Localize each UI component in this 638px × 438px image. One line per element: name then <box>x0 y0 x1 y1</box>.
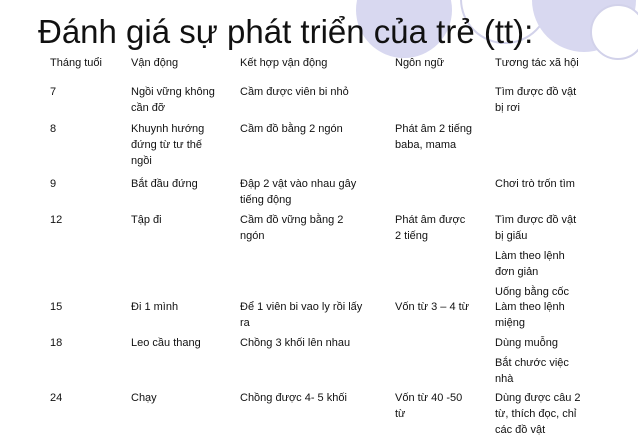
motor-text-line: Tập đi <box>131 214 162 226</box>
coordination-text-line: ngón <box>240 230 265 242</box>
coordination-text-line: Cầm đồ bằng 2 ngón <box>240 123 343 135</box>
cell-age: 9 <box>50 178 57 190</box>
motor-text-line: Leo cầu thang <box>131 337 201 349</box>
coordination-text-line: ra <box>240 317 250 329</box>
motor-text-line: Bắt đầu đứng <box>131 178 198 190</box>
cell-age: 24 <box>50 392 63 404</box>
cell-coordination <box>240 335 390 351</box>
header-motor: Vận động <box>131 57 179 69</box>
cell-motor <box>131 121 231 169</box>
cell-social <box>495 299 605 331</box>
cell-age: 15 <box>50 301 63 313</box>
header-age: Tháng tuổi <box>50 57 102 69</box>
cell-age: 8 <box>50 123 57 135</box>
social-text-line: Làm theo lệnh <box>495 250 565 262</box>
social-text-line: miệng <box>495 317 525 329</box>
header-coordination: Kết hợp vận động <box>240 57 328 69</box>
cell-motor <box>131 176 231 192</box>
social-text-line: đơn giản <box>495 266 539 278</box>
language-text-line: Vốn từ 40 -50 <box>395 392 463 404</box>
social-text-line: Dùng được câu 2 <box>495 392 581 404</box>
header-language: Ngôn ngữ <box>395 57 444 69</box>
social-text-line: Chơi trò trốn tìm <box>495 178 575 190</box>
social-text-line: bị rơi <box>495 102 520 114</box>
cell-age: 7 <box>50 86 57 98</box>
slide-title: Đánh giá sự phát triển của trẻ (tt): <box>38 13 534 50</box>
cell-coordination <box>240 84 390 100</box>
social-text-line: từ, thích đọc, chỉ <box>495 408 577 420</box>
coordination-text-line: Chồng được 4- 5 khối <box>240 392 347 404</box>
cell-motor <box>131 299 231 315</box>
social-text-line: các đồ vật <box>495 424 546 436</box>
cell-social <box>495 335 605 387</box>
cell-language <box>395 212 490 244</box>
cell-language <box>395 121 490 153</box>
cell-social <box>495 84 605 116</box>
language-text-line: baba, mama <box>395 139 457 151</box>
social-text-line: Uống bằng cốc <box>495 286 569 298</box>
social-text-line: bị giấu <box>495 230 528 242</box>
cell-coordination <box>240 176 390 208</box>
motor-text-line: Ngồi vững không <box>131 86 215 98</box>
cell-social <box>495 212 605 300</box>
social-text-line: Làm theo lệnh <box>495 301 565 313</box>
coordination-text-line: Để 1 viên bi vao ly rồi lấy <box>240 301 363 313</box>
cell-motor <box>131 84 231 116</box>
language-text-line: từ <box>395 408 406 420</box>
cell-coordination <box>240 299 390 331</box>
language-text-line: Vốn từ 3 – 4 từ <box>395 301 470 313</box>
header-social: Tương tác xã hội <box>495 57 579 69</box>
language-text-line: Phát âm được <box>395 214 466 226</box>
social-text-line: nhà <box>495 373 514 385</box>
coordination-text-line: tiếng động <box>240 194 292 206</box>
cell-social <box>495 176 605 192</box>
cell-coordination <box>240 212 390 244</box>
motor-text-line: cần đỡ <box>131 102 166 114</box>
cell-motor <box>131 390 231 406</box>
cell-coordination <box>240 390 390 406</box>
language-text-line: Phát âm 2 tiếng <box>395 123 473 135</box>
cell-language <box>395 390 490 422</box>
cell-language <box>395 299 490 315</box>
coordination-text-line: Cầm được viên bi nhỏ <box>240 86 349 98</box>
language-text-line: 2 tiếng <box>395 230 429 242</box>
social-text-line: Dùng muỗng <box>495 337 558 349</box>
coordination-text-line: Cầm đồ vững bằng 2 <box>240 214 344 226</box>
coordination-text-line: Đập 2 vật vào nhau gây <box>240 178 357 190</box>
motor-text-line: Khuynh hướng <box>131 123 205 135</box>
motor-text-line: Đi 1 mình <box>131 301 179 313</box>
cell-social <box>495 390 605 438</box>
cell-motor <box>131 212 231 228</box>
cell-motor <box>131 335 231 351</box>
cell-coordination <box>240 121 390 137</box>
social-text-line: Tìm được đồ vật <box>495 86 577 98</box>
cell-age: 18 <box>50 337 63 349</box>
motor-text-line: ngồi <box>131 155 152 167</box>
social-text-line: Bắt chước việc <box>495 357 569 369</box>
motor-text-line: Chạy <box>131 392 157 404</box>
motor-text-line: đứng từ tư thế <box>131 139 203 151</box>
social-text-line: Tìm được đồ vật <box>495 214 577 226</box>
cell-age: 12 <box>50 214 63 226</box>
coordination-text-line: Chồng 3 khối lên nhau <box>240 337 351 349</box>
